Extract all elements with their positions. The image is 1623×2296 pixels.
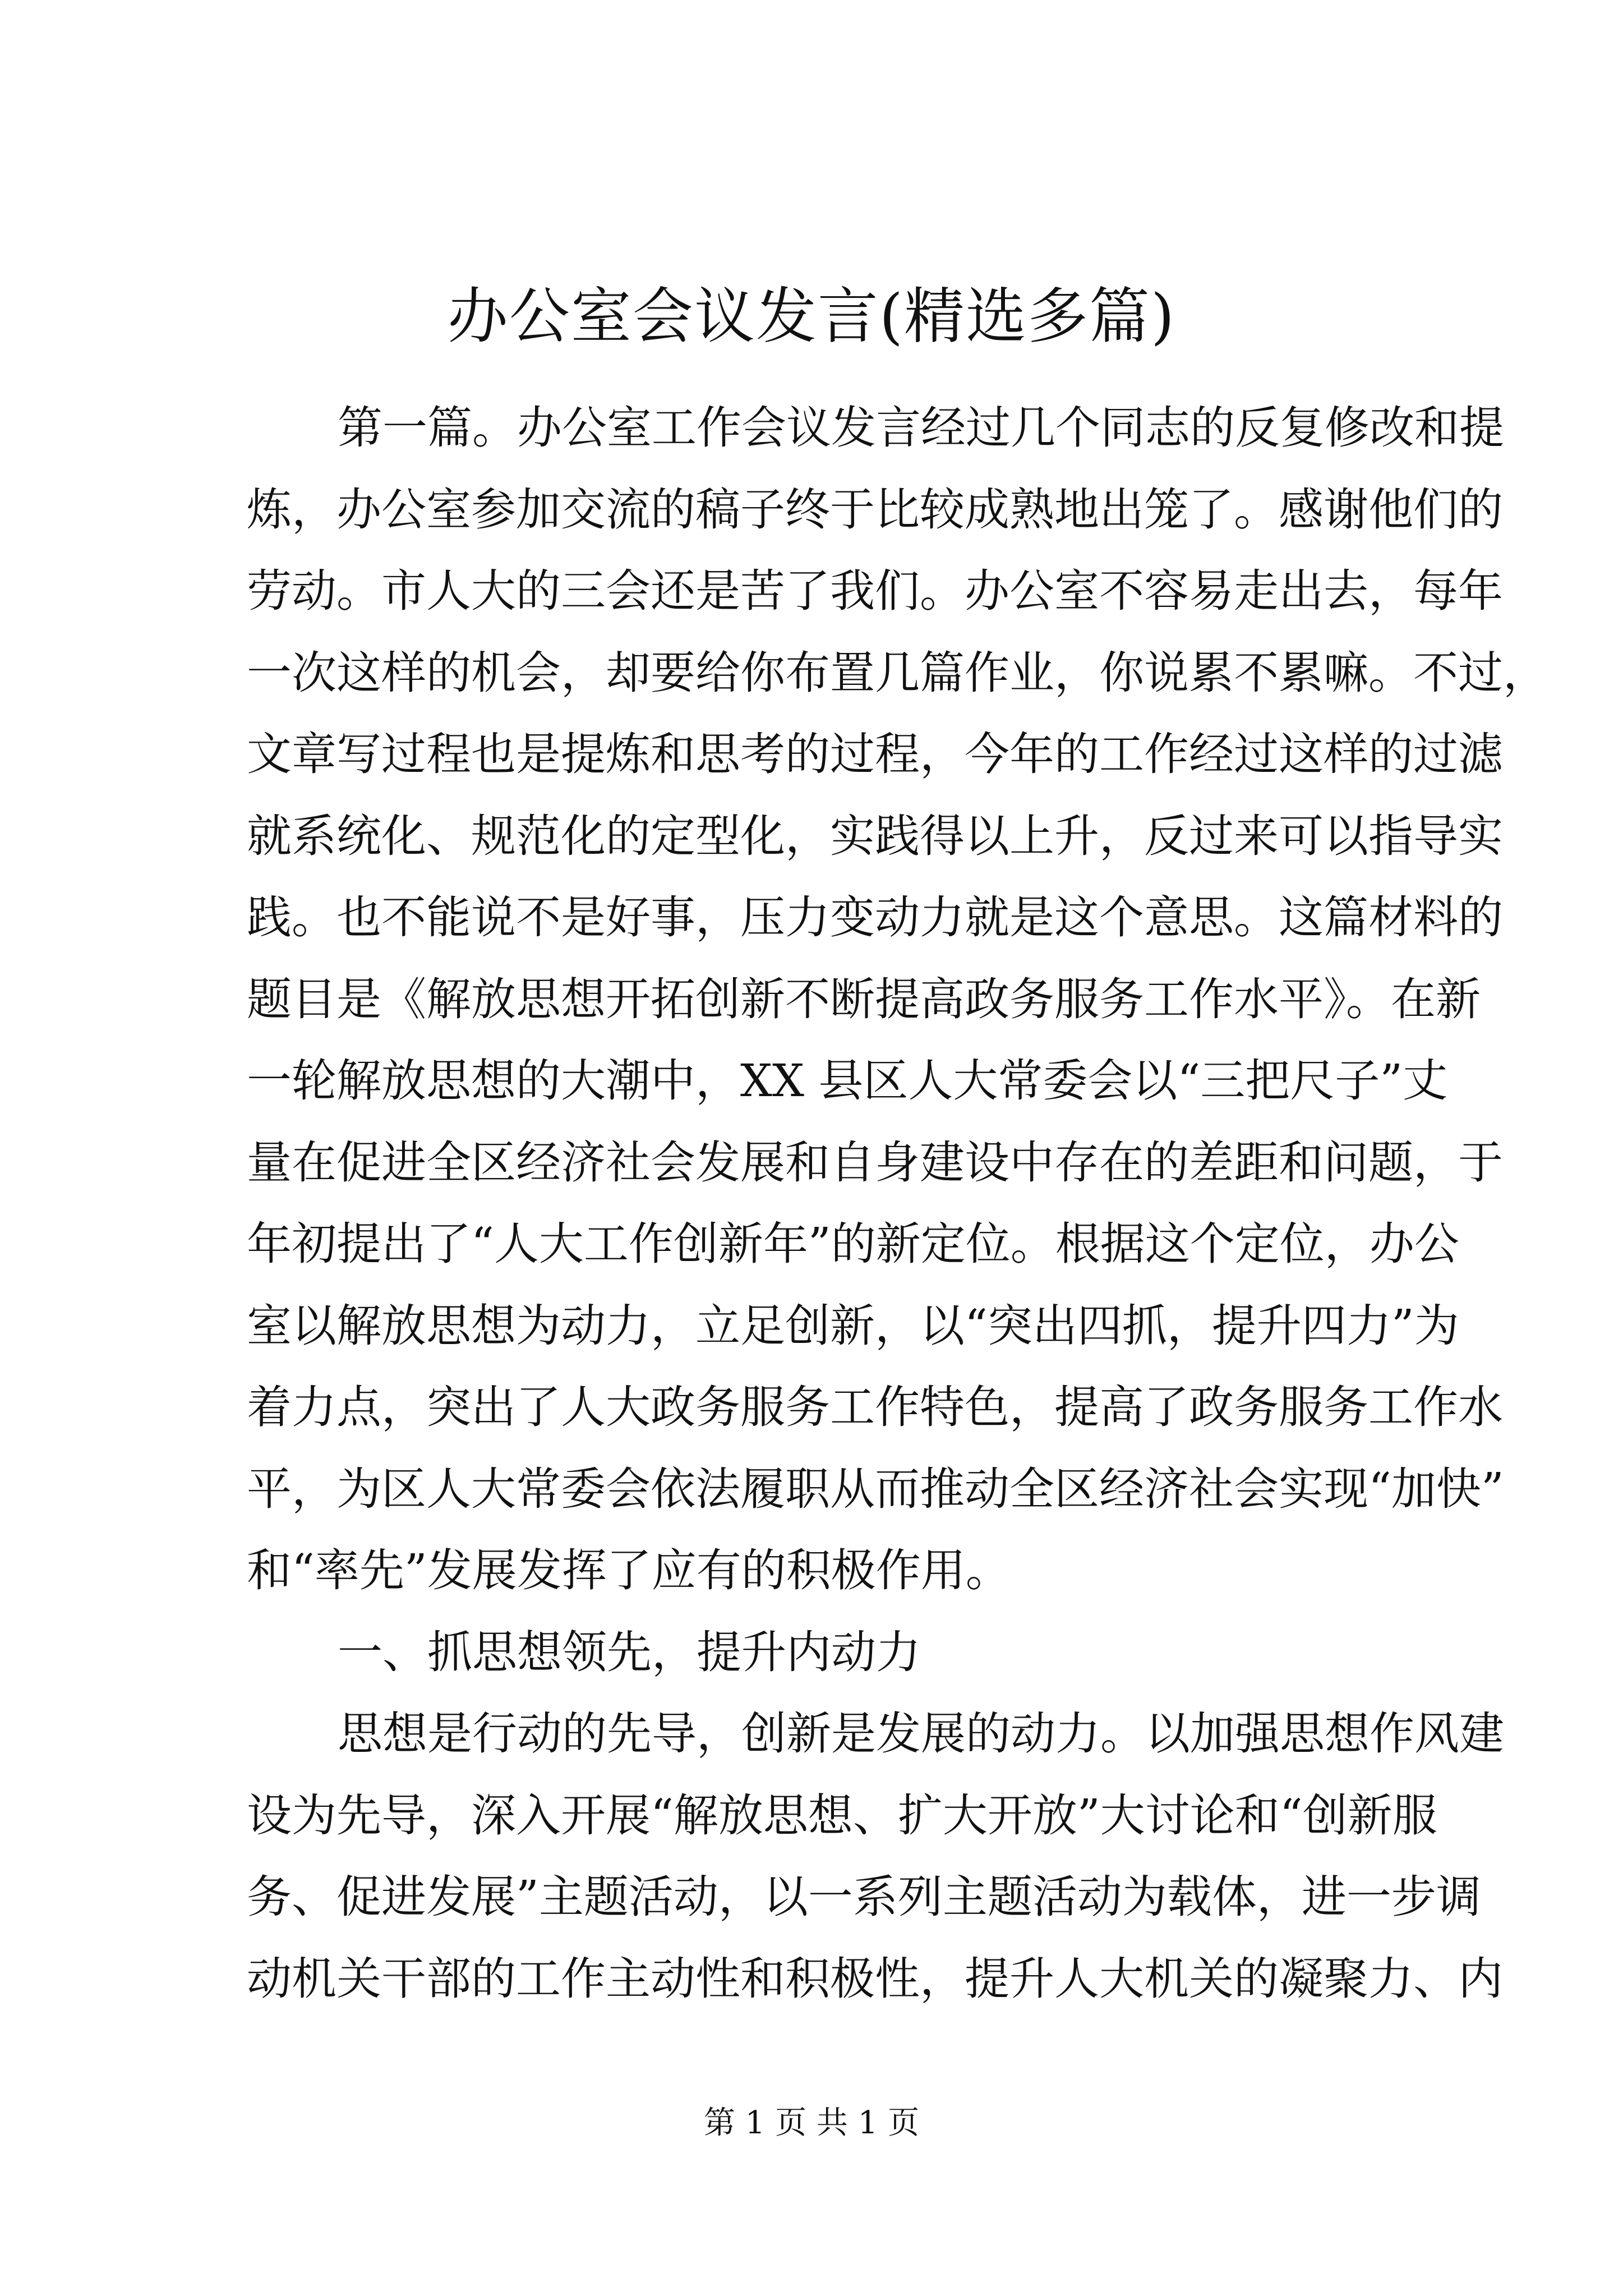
paragraph-1-line: 践。也不能说不是好事，压力变动力就是这个意思。这篇材料的	[247, 891, 1503, 944]
document-body	[247, 387, 1548, 2019]
document-title: 办公室会议发言(精选多篇)	[447, 282, 1176, 352]
paragraph-1-line: 量在促进全区经济社会发展和自身建设中存在的差距和问题，于	[247, 1136, 1503, 1189]
section-heading: 一、抓思想领先，提升内动力	[338, 1626, 921, 1678]
paragraph-1-line: 年初提出了“人大工作创新年”的新定位。根据这个定位，办公	[247, 1218, 1459, 1270]
paragraph-1-line: 就系统化、规范化的定型化，实践得以上升，反过来可以指导实	[247, 809, 1503, 862]
paragraph-1-line: 劳动。市人大的三会还是苦了我们。办公室不容易走出去，每年	[247, 565, 1503, 617]
paragraph-1-line: 着力点，突出了人大政务服务工作特色，提高了政务服务工作水	[247, 1381, 1503, 1433]
paragraph-2-line: 务、促进发展”主题活动，以一系列主题活动为载体，进一步调	[247, 1871, 1481, 1923]
page-footer: 第 1 页 共 1 页	[703, 2105, 920, 2141]
paragraph-1-line: 和“率先”发展发挥了应有的积极作用。	[247, 1544, 1011, 1596]
paragraph-1-line: 室以解放思想为动力，立足创新，以“突出四抓，提升四力”为	[247, 1299, 1459, 1352]
paragraph-2-line: 思想是行动的先导，创新是发展的动力。以加强思想作风建	[338, 1708, 1504, 1760]
paragraph-1-line: 题目是《解放思想开拓创新不断提高政务服务工作水平》。在新	[247, 973, 1481, 1025]
paragraph-2-line: 动机关干部的工作主动性和积极性，提升人大机关的凝聚力、内	[247, 1952, 1503, 2005]
paragraph-1-line: 平，为区人大常委会依法履职从而推动全区经济社会实现“加快”	[247, 1462, 1504, 1515]
paragraph-2-line: 设为先导，深入开展“解放思想、扩大开放”大讨论和“创新服	[247, 1789, 1437, 1842]
paragraph-1-line: 炼，办公室参加交流的稿子终于比较成熟地出笼了。感谢他们的	[247, 483, 1503, 536]
paragraph-1-line: 一次这样的机会，却要给你布置几篇作业，你说累不累嘛。不过，	[247, 646, 1548, 699]
paragraph-1-line: 第一篇。办公室工作会议发言经过几个同志的反复修改和提	[338, 402, 1504, 454]
paragraph-1-line: 一轮解放思想的大潮中，XX 县区人大常委会以“三把尺子”丈	[247, 1055, 1448, 1107]
paragraph-1-line: 文章写过程也是提炼和思考的过程，今年的工作经过这样的过滤	[247, 728, 1503, 780]
